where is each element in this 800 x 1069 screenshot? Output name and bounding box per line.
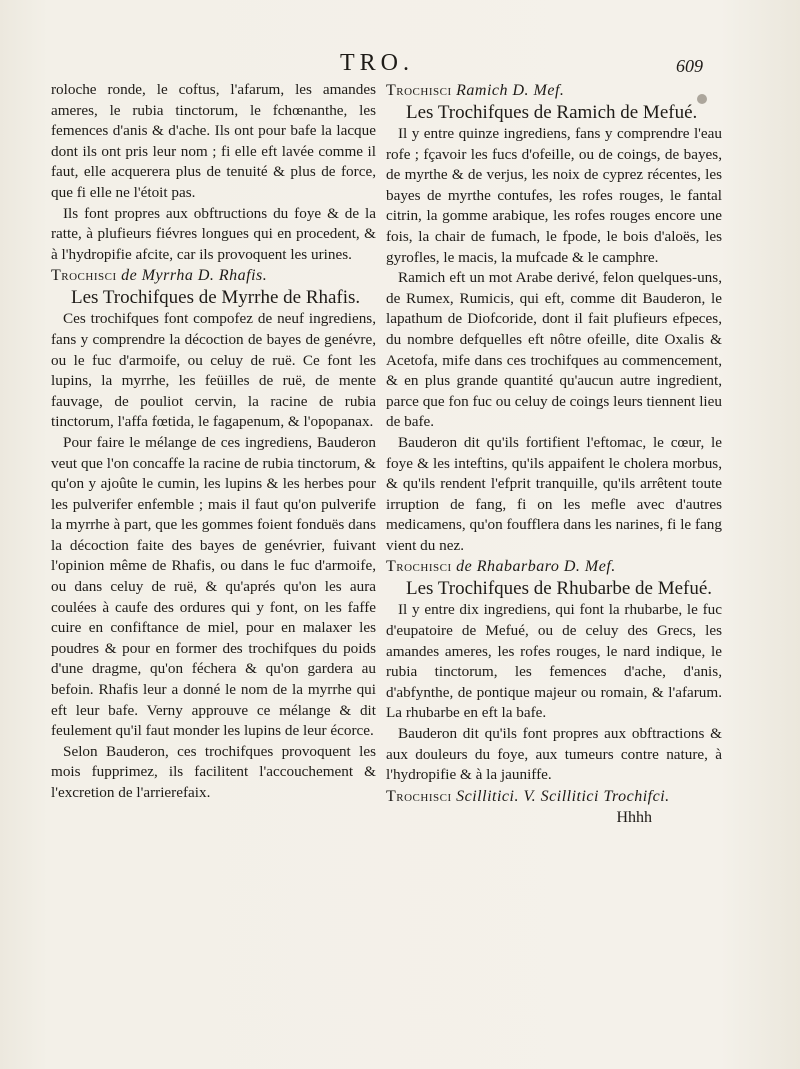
section-heading-french: Les Trochifques de Myrrhe de Rhafis. xyxy=(71,287,361,309)
section-heading-latin xyxy=(386,556,722,578)
right-column xyxy=(386,80,722,828)
section-heading-latin xyxy=(386,786,722,808)
running-title: TRO. xyxy=(340,50,414,76)
heading-prefix: Trochisci xyxy=(51,267,117,285)
paragraph: Pour faire le mélange de ces ingrediens, Bauderon veut que l'on concaffe la racine de rubia tinctorum, & qu'on y ajoûte le cumin, les lupins & les herbes pour les pulverifer enfemble ; mais il faut qu'on pulverife la myrrhe à part, que les gommes foient fonduës dans la décoction faite des bayes de genévrier, fuivant l'opinion même de Rhafis, ou dans le fuc d'armoife, ou dans celuy de ruë, & qu'aprés qu'on les aura coulées à caufe des ordures qui y font, on les faffe cuire en confiftance de miel, pour en malaxer les poudres & pour en former des trochifques du poids d'une dragme, qu'on féchera & qu'on gardera au befoin. Rhafis leur a donné le nom de la myrrhe qui eft leur bafe. Verny approuve ce mélange & dit feulement qu'il faut monder les lupins de leur écorce. xyxy=(51,433,376,740)
heading-prefix: Trochisci xyxy=(386,82,452,99)
section-heading-french: Les Trochifques de Rhubarbe de Mefué. xyxy=(406,578,713,600)
paragraph: Selon Bauderon, ces trochifques provoquent les mois fupprimez, ils facilitent l'accouchement & l'excretion de l'arrierefaix. xyxy=(51,742,376,801)
heading-prefix: Trochisci xyxy=(386,787,452,805)
section-heading-latin xyxy=(51,265,376,287)
paragraph: Bauderon dit qu'ils font propres aux obftractions & aux douleurs du foye, aux tumeurs contre nature, à l'hydropifie & à la jauniffe. xyxy=(386,725,722,784)
heading-name: de Rhabarbaro D. Mef. xyxy=(456,558,616,576)
paragraph: Ces trochifques font compofez de neuf ingrediens, fans y comprendre la décoction de bayes de genévre, ou le fuc d'armoife, ou celuy de ruë. Ce font les lupins, la myrrhe, les feüilles de ruë, de mente fauvage, de pouliot cervin, la racine de rubia tinctorum, l'affa fœtida, le fagapenum, & l'opopanax. xyxy=(51,310,376,431)
page-number: 609 xyxy=(676,56,703,76)
paragraph: Bauderon dit qu'ils fortifient l'eftomac, le cœur, le foye & les inteftins, qu'ils appaifent le cholera morbus, & qu'ils rendent l'efprit tranquille, qu'ils arrêtent toute irruption de fang, fi on les mefle avec d'autres medicamens, qu'on foufflera dans les narines, fi le fang vient du nez. xyxy=(386,433,722,554)
heading-name: Scillitici. V. Scillitici Trochifci. xyxy=(456,787,670,805)
heading-name: Ramich D. Mef. xyxy=(456,82,565,99)
left-column xyxy=(51,80,376,804)
running-head xyxy=(0,50,800,80)
heading-prefix: Trochisci xyxy=(386,558,452,576)
paragraph: Ramich eft un mot Arabe derivé, felon quelques-uns, de Rumex, Rumicis, qui eft, comme dit Bauderon, le lapathum de Diofcoride, dont il fait plufieurs efpeces, du nombre defquelles eft nôtre ofeille, dite Oxalis & Acetofa, mife dans ces trochifques au commencement, & en plus grande quantité qu'aucun autre ingredient, parce que fon fuc ou celuy de coings leurs tiennent lieu de bafe. xyxy=(386,269,722,431)
paragraph: Ils font propres aux obftructions du foye & de la ratte, à plufieurs fiévres longues qui en procedent, & à l'hydropifie afcite, car ils provoquent les urines. xyxy=(51,204,376,263)
paragraph: Il y entre dix ingrediens, qui font la rhubarbe, le fuc d'eupatoire de Mefué, ou de celuy des Grecs, les amandes ameres, les rofes rouges, le nard indique, le rubia tinctorum, les femences d'ache, d'anis, d'abfynthe, de pontique majeur ou romain, & l'afarum. La rhubarbe en eft la bafe. xyxy=(386,601,722,722)
section-heading-french: Les Trochifques de Ramich de Mefué. xyxy=(406,102,698,123)
signature-mark: Hhhh xyxy=(616,808,652,826)
heading-name: de Myrrha D. Rhafis. xyxy=(121,267,268,285)
paragraph: roloche ronde, le coftus, l'afarum, les amandes ameres, le rubia tinctorum, le fchœnanthe, les femences d'anis & d'ache. Ils ont pour bafe la lacque dont ils ont pris leur nom ; fi elle eft lavée comme il faut, elle acquerera plus de tenuité & plus de force, que fi elle ne l'étoit pas. xyxy=(51,81,376,201)
paragraph: Il y entre quinze ingrediens, fans y comprendre l'eau rofe ; fçavoir les fucs d'ofeille, ou de coings, de bayes, de myrthe & de verjus, les noix de cyprez récentes, les bayes de myrthe contufes, les rofes rouges, le fantal citrin, la gomme arabique, les rofes rouges encore une fois, la chair de fumach, le fpode, le bois d'aloës, les gyrofles, le macis, la mufcade & le camphre. xyxy=(386,125,722,266)
section-heading-latin xyxy=(386,80,722,102)
